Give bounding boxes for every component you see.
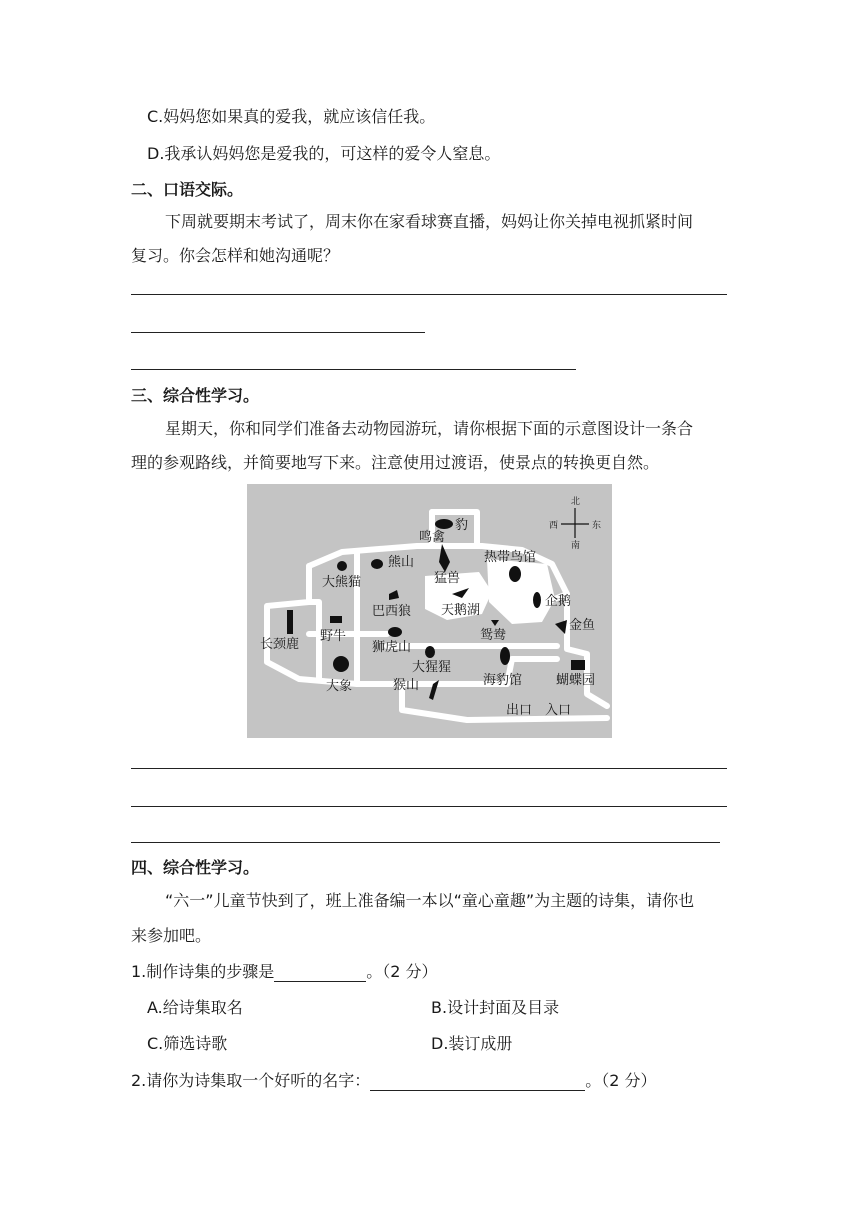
svg-text:南: 南: [571, 541, 581, 551]
penguin-bird-icon: [509, 566, 521, 582]
map-label-bobcat: 巴西狼: [372, 604, 412, 619]
map-label-seal-hall: 海豹馆: [483, 673, 523, 688]
question-2-prefix: 2.请你为诗集取一个好听的名字：: [131, 1071, 371, 1090]
question-1-blank[interactable]: [274, 965, 366, 982]
map-label-mandarin-duck: 鸳鸯: [480, 628, 507, 643]
question-1-suffix: 。（2 分）: [366, 962, 438, 981]
question-2: [131, 1071, 657, 1091]
butterfly-icon: [571, 660, 585, 670]
map-label-beasts: 猛兽: [434, 571, 461, 586]
map-label-tiger-mountain: 狮虎山: [372, 640, 412, 655]
map-label-gorilla: 大猩猩: [412, 660, 452, 675]
answer-line[interactable]: [131, 369, 576, 370]
panda-icon: [337, 561, 347, 571]
q1-option-a: A.给诗集取名: [147, 998, 243, 1017]
elephant-icon: [333, 656, 349, 672]
tiger-icon: [388, 627, 402, 637]
section-heading-oral: 二、口语交际。: [131, 180, 244, 199]
map-label-elephant: 大象: [326, 679, 353, 694]
answer-line[interactable]: [131, 332, 425, 333]
map-label-swan-lake: 天鹅湖: [441, 603, 481, 618]
map-label-butterfly: 蝴蝶园: [556, 673, 596, 688]
bear-icon: [371, 559, 383, 569]
q1-option-d: D.装订成册: [431, 1034, 513, 1053]
map-label-giant-panda: 大熊猫: [322, 575, 362, 590]
section-heading-comprehensive-2: 四、综合性学习。: [131, 858, 260, 877]
zoo-map: [247, 484, 612, 738]
section-heading-comprehensive: 三、综合性学习。: [131, 386, 260, 405]
giraffe-icon: [287, 610, 293, 634]
paragraph-line: 复习。你会怎样和她沟通呢？: [131, 246, 340, 265]
map-label-bear-mountain: 熊山: [388, 555, 415, 570]
answer-line[interactable]: [131, 294, 727, 295]
map-label-wild-ox: 野牛: [320, 629, 347, 644]
svg-text:西: 西: [549, 521, 559, 531]
paragraph-line: “六一”儿童节快到了，班上准备编一本以“童心童趣”为主题的诗集，请你也: [165, 891, 695, 910]
answer-line[interactable]: [131, 768, 727, 769]
map-label-leopard: 豹: [455, 518, 469, 533]
map-label-entrance: 入口: [545, 703, 572, 718]
map-label-exit: 出口: [506, 703, 533, 718]
answer-line[interactable]: [131, 806, 727, 807]
q1-option-c: C.筛选诗歌: [147, 1034, 228, 1053]
paragraph-line: 星期天，你和同学们准备去动物园游玩，请你根据下面的示意图设计一条合: [165, 419, 694, 438]
answer-line[interactable]: [131, 842, 720, 843]
question-2-suffix: 。（2 分）: [585, 1071, 657, 1090]
seal-icon: [500, 647, 510, 665]
q1-option-b: B.设计封面及目录: [431, 998, 560, 1017]
map-label-giraffe: 长颈鹿: [260, 637, 300, 652]
leopard-icon: [435, 519, 453, 529]
map-label-penguin: 企鹅: [545, 594, 572, 609]
map-label-tropical-bird: 热带鸟馆: [484, 550, 537, 565]
question-2-blank[interactable]: [370, 1074, 585, 1091]
gorilla-icon: [425, 646, 435, 658]
ox-icon: [330, 616, 342, 623]
question-1-prefix: 1.制作诗集的步骤是: [131, 962, 275, 981]
option-c: C.妈妈您如果真的爱我，就应该信任我。: [147, 107, 436, 126]
map-label-birds: 鸣禽: [419, 530, 446, 545]
paragraph-line: 下周就要期末考试了，周末你在家看球赛直播，妈妈让你关掉电视抓紧时间: [165, 212, 694, 231]
svg-text:东: 东: [592, 521, 602, 531]
question-1: [131, 962, 438, 982]
penguin-icon: [533, 592, 541, 608]
option-d: D.我承认妈妈您是爱我的，可这样的爱令人窒息。: [147, 144, 501, 163]
map-label-goldfish: 金鱼: [569, 618, 596, 633]
map-label-monkey-mountain: 猴山: [393, 678, 420, 693]
paragraph-line: 理的参观路线，并简要地写下来。注意使用过渡语，使景点的转换更自然。: [131, 453, 660, 472]
paragraph-line: 来参加吧。: [131, 926, 212, 945]
svg-text:北: 北: [571, 497, 581, 507]
